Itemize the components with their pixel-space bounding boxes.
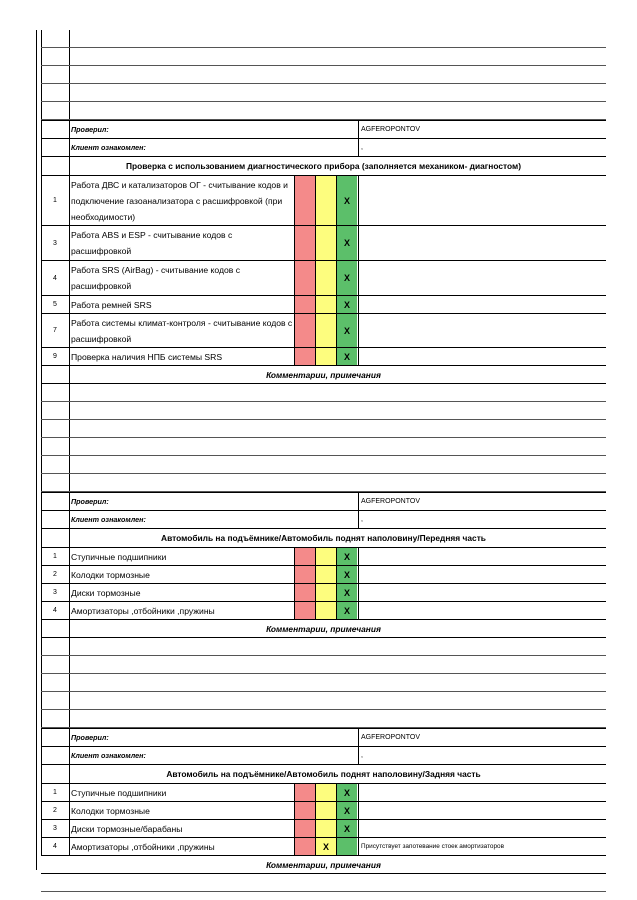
check-item-row <box>41 348 606 366</box>
item-number: 1 <box>53 789 57 796</box>
status-mark: X <box>343 195 350 206</box>
check-item-row <box>41 838 606 856</box>
item-description-line: Ступичные подшипники <box>71 787 167 798</box>
status-yellow-cell[interactable] <box>315 602 336 619</box>
item-description-line: Работа SRS (AirBag) - считывание кодов с <box>71 265 240 275</box>
check-item-row <box>41 602 606 620</box>
item-description <box>71 820 293 837</box>
status-green-cell[interactable] <box>336 261 357 295</box>
status-yellow-cell[interactable] <box>315 261 336 295</box>
item-note <box>358 548 606 565</box>
client-acknowledged-label: Клиент ознакомлен: <box>71 515 146 524</box>
item-note <box>358 348 606 365</box>
status-red-cell[interactable] <box>294 602 315 619</box>
status-green-cell[interactable] <box>336 802 357 819</box>
status-mark: X <box>343 238 350 248</box>
item-number: 3 <box>53 825 57 832</box>
blank-row <box>41 656 606 674</box>
checked-value: AGFEROPONTOV <box>358 493 606 510</box>
item-description <box>71 548 293 565</box>
status-mark: X <box>343 605 350 616</box>
item-note <box>358 296 606 313</box>
blank-row <box>41 474 606 492</box>
checked-value: AGFEROPONTOV <box>358 121 606 138</box>
status-red-cell[interactable] <box>294 296 315 313</box>
check-item-row <box>41 584 606 602</box>
item-number: 4 <box>53 607 57 614</box>
item-number: 3 <box>53 589 57 596</box>
item-description-line: необходимости) <box>71 211 136 222</box>
item-description <box>71 296 293 313</box>
status-yellow-cell[interactable] <box>315 226 336 260</box>
status-red-cell[interactable] <box>294 838 315 855</box>
status-green-cell[interactable] <box>336 226 357 260</box>
item-description <box>71 802 293 819</box>
item-number: 2 <box>53 571 57 578</box>
item-description <box>71 314 293 347</box>
item-description <box>71 348 293 365</box>
status-green-cell[interactable] <box>336 584 357 601</box>
item-description-line: Амортизаторы ,отбойники ,пружины <box>71 841 215 852</box>
status-red-cell[interactable] <box>294 784 315 801</box>
item-note <box>358 176 606 225</box>
item-description-line: расшифровкой <box>71 246 132 256</box>
item-description <box>71 176 293 225</box>
status-mark: X <box>343 325 350 336</box>
status-red-cell[interactable] <box>294 348 315 365</box>
item-description-line: Работа ДВС и катализаторов ОГ - считывание кодов и <box>71 179 288 190</box>
status-yellow-cell[interactable] <box>315 348 336 365</box>
blank-row <box>41 438 606 456</box>
checked-row <box>41 492 606 511</box>
item-number: 4 <box>53 274 57 282</box>
blank-row <box>41 638 606 656</box>
item-note <box>358 784 606 801</box>
blank-row <box>41 84 606 102</box>
item-number: 1 <box>53 553 57 560</box>
status-green-cell[interactable] <box>336 838 357 855</box>
status-yellow-cell[interactable] <box>315 314 336 347</box>
status-green-cell[interactable] <box>336 176 357 225</box>
comments-header-row <box>41 856 606 874</box>
item-note <box>358 566 606 583</box>
check-item-row <box>41 566 606 584</box>
checked-row <box>41 120 606 139</box>
item-description-line: Диски тормозные/барабаны <box>71 823 183 834</box>
checked-label: Проверил: <box>71 497 109 506</box>
status-red-cell[interactable] <box>294 261 315 295</box>
item-description <box>71 226 293 260</box>
blank-row <box>41 102 606 120</box>
item-description <box>71 602 293 619</box>
status-mark: X <box>343 587 350 598</box>
item-note: Присутствует запотевание стоек амортизаторов <box>358 838 606 855</box>
status-red-cell[interactable] <box>294 584 315 601</box>
status-red-cell[interactable] <box>294 314 315 347</box>
check-item-row <box>41 784 606 802</box>
checked-value: AGFEROPONTOV <box>358 729 606 746</box>
checked-label: Проверил: <box>71 733 109 742</box>
section-title: Автомобиль на подъёмнике/Автомобиль поднят наполовину/Передняя часть <box>161 533 486 543</box>
client-acknowledged-label: Клиент ознакомлен: <box>71 751 146 760</box>
left-border <box>36 30 37 870</box>
blank-row <box>41 420 606 438</box>
item-number: 2 <box>53 807 57 814</box>
blank-row <box>41 66 606 84</box>
item-number: 5 <box>53 301 57 308</box>
status-mark: X <box>343 823 350 834</box>
comments-title: Комментарии, примечания <box>266 369 381 380</box>
item-description-line: расшифровкой <box>71 333 132 344</box>
section-header-row <box>41 529 606 548</box>
check-item-row <box>41 296 606 314</box>
client-acknowledged-value: , <box>358 747 606 764</box>
section-header-row <box>41 157 606 176</box>
item-note <box>358 820 606 837</box>
checked-row <box>41 728 606 747</box>
status-mark: X <box>343 273 350 283</box>
item-number: 9 <box>53 353 57 360</box>
check-item-row <box>41 802 606 820</box>
blank-row <box>41 692 606 710</box>
item-number: 1 <box>53 197 57 204</box>
blank-row <box>41 874 606 892</box>
status-red-cell[interactable] <box>294 802 315 819</box>
item-description-line: Проверка наличия НПБ системы SRS <box>71 351 223 362</box>
item-number: 4 <box>53 843 57 850</box>
status-yellow-cell[interactable] <box>315 176 336 225</box>
status-yellow-cell[interactable] <box>315 548 336 565</box>
status-green-cell[interactable] <box>336 348 357 365</box>
item-description <box>71 838 293 855</box>
status-green-cell[interactable] <box>336 784 357 801</box>
comments-title: Комментарии, примечания <box>266 859 381 870</box>
status-mark: X <box>343 787 350 798</box>
status-yellow-cell[interactable] <box>315 820 336 837</box>
status-yellow-cell[interactable] <box>315 296 336 313</box>
item-description-line: Ступичные подшипники <box>71 551 167 562</box>
item-description <box>71 261 293 295</box>
item-description-line: расшифровкой <box>71 281 132 291</box>
status-red-cell[interactable] <box>294 226 315 260</box>
blank-row <box>41 402 606 420</box>
status-mark: X <box>343 805 350 816</box>
status-mark: X <box>343 569 350 580</box>
item-note <box>358 261 606 295</box>
status-green-cell[interactable] <box>336 820 357 837</box>
section-title: Автомобиль на подъёмнике/Автомобиль поднят наполовину/Задняя часть <box>166 769 481 779</box>
status-green-cell[interactable] <box>336 296 357 313</box>
item-note <box>358 314 606 347</box>
client-acknowledged-row <box>41 747 606 765</box>
check-item-row <box>41 176 606 226</box>
item-description <box>71 784 293 801</box>
client-acknowledged-value: , <box>358 139 606 156</box>
check-item-row <box>41 820 606 838</box>
status-yellow-cell[interactable] <box>315 566 336 583</box>
status-yellow-cell[interactable] <box>315 584 336 601</box>
check-item-row <box>41 314 606 348</box>
status-mark: X <box>343 551 350 562</box>
item-description-line: Диски тормозные <box>71 587 141 598</box>
status-mark: X <box>322 841 329 852</box>
checked-label: Проверил: <box>71 125 109 134</box>
check-item-row <box>41 548 606 566</box>
section-title: Проверка с использованием диагностического прибора (заполняется механиком- диагностом) <box>126 161 521 171</box>
item-description <box>71 584 293 601</box>
blank-row <box>41 384 606 402</box>
item-description <box>71 566 293 583</box>
item-note <box>358 602 606 619</box>
comments-header-row <box>41 620 606 638</box>
client-acknowledged-label: Клиент ознакомлен: <box>71 143 146 152</box>
check-item-row <box>41 226 606 261</box>
status-red-cell[interactable] <box>294 820 315 837</box>
check-item-row <box>41 261 606 296</box>
item-description-line: Работа ремней SRS <box>71 299 152 310</box>
item-description-line: Работа ABS и ESP - считывание кодов с <box>71 230 233 240</box>
item-note <box>358 584 606 601</box>
status-red-cell[interactable] <box>294 566 315 583</box>
status-mark: X <box>343 351 350 362</box>
status-green-cell[interactable] <box>336 602 357 619</box>
item-description-line: подключение газоанализатора с расшифровкой (при <box>71 195 283 206</box>
status-yellow-cell[interactable] <box>315 802 336 819</box>
blank-row <box>41 710 606 728</box>
item-note <box>358 802 606 819</box>
item-description-line: Амортизаторы ,отбойники ,пружины <box>71 605 215 616</box>
item-number: 7 <box>53 327 57 334</box>
status-yellow-cell[interactable] <box>315 838 336 855</box>
item-description-line: Колодки тормозные <box>71 805 150 816</box>
blank-row <box>41 456 606 474</box>
client-acknowledged-row <box>41 511 606 529</box>
client-acknowledged-row <box>41 139 606 157</box>
status-red-cell[interactable] <box>294 176 315 225</box>
item-note <box>358 226 606 260</box>
item-number: 3 <box>53 239 57 247</box>
blank-row <box>41 48 606 66</box>
comments-title: Комментарии, примечания <box>266 623 381 634</box>
section-header-row <box>41 765 606 784</box>
status-green-cell[interactable] <box>336 548 357 565</box>
blank-row <box>41 674 606 692</box>
status-green-cell[interactable] <box>336 314 357 347</box>
item-description-line: Колодки тормозные <box>71 569 150 580</box>
comments-header-row <box>41 366 606 384</box>
status-mark: X <box>343 299 350 310</box>
item-description-line: Работа системы климат-контроля - считывание кодов с <box>71 317 293 328</box>
client-acknowledged-value: , <box>358 511 606 528</box>
status-yellow-cell[interactable] <box>315 784 336 801</box>
status-green-cell[interactable] <box>336 566 357 583</box>
blank-row <box>41 30 606 48</box>
status-red-cell[interactable] <box>294 548 315 565</box>
